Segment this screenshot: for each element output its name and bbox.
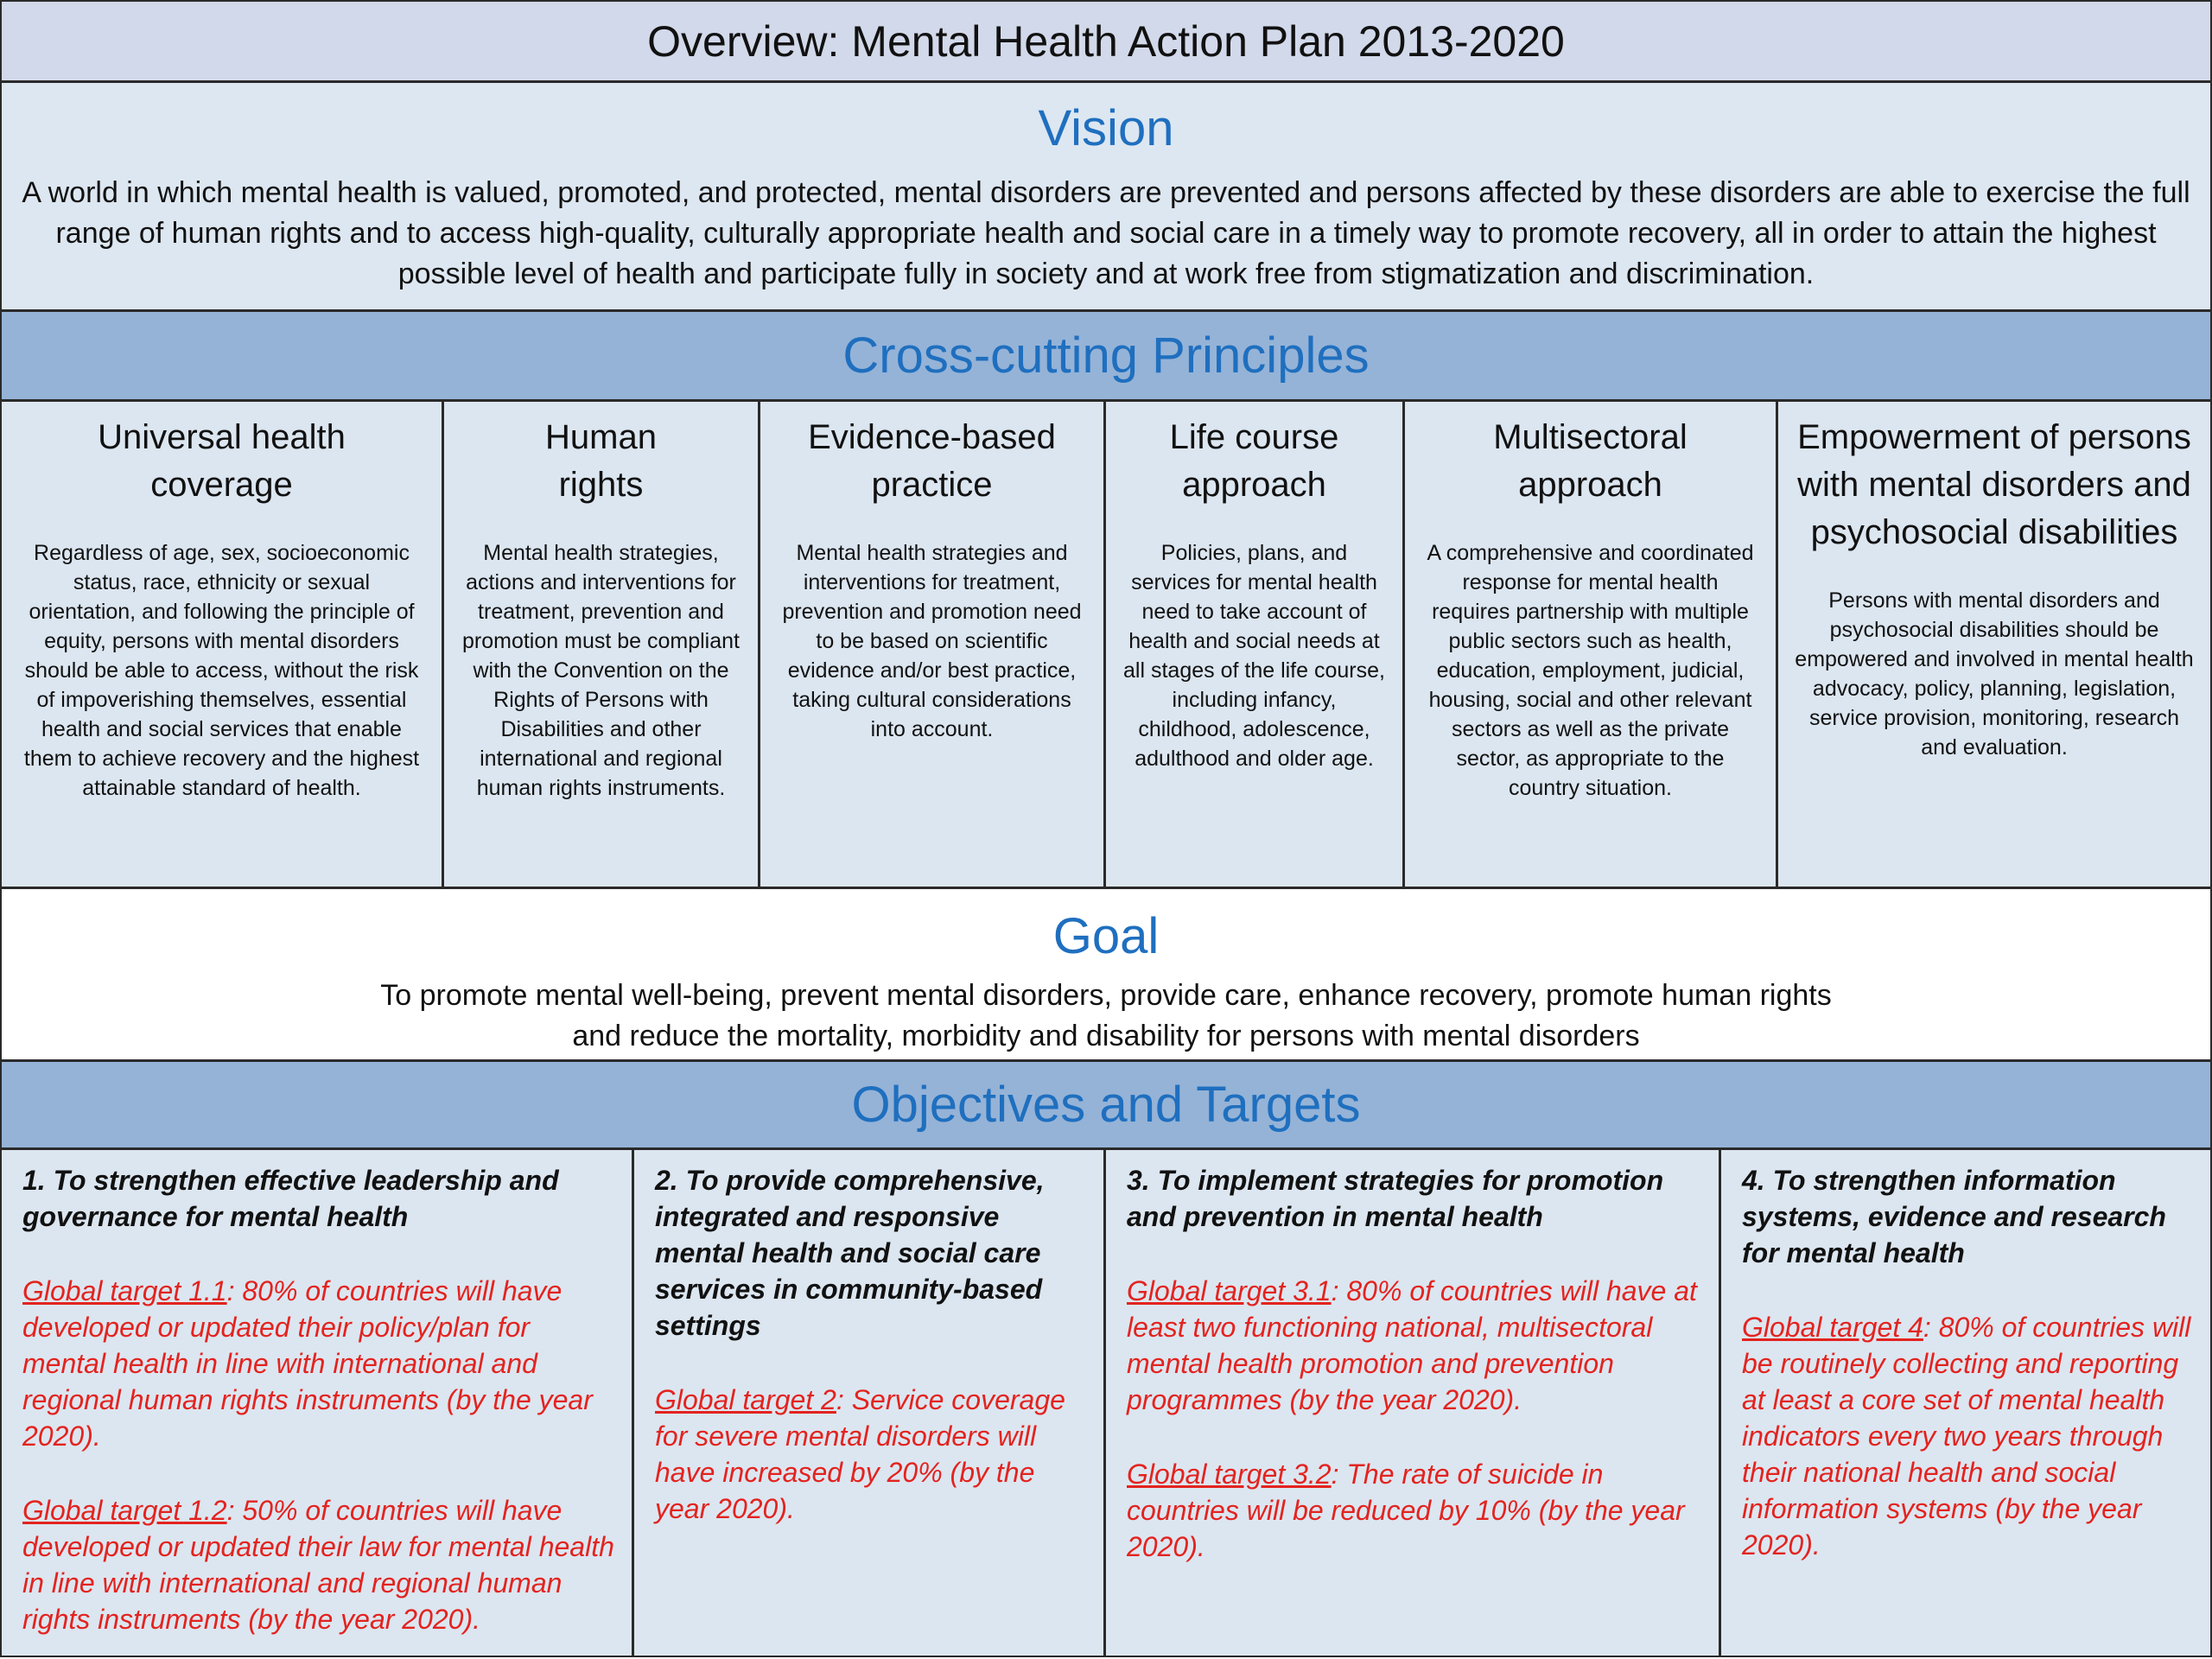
target-name: Global target 4 xyxy=(1742,1312,1923,1343)
target-text: : 80% of countries will have developed or updated their policy/plan for mental health in line with international and regional human rights instruments (by the year 2020). xyxy=(22,1275,593,1452)
target-text: : The rate of suicide in countries will be reduced by 10% (by the year 2020). xyxy=(1127,1459,1685,1562)
target-name: Global target 1.2 xyxy=(22,1495,227,1526)
target-name: Global target 3.1 xyxy=(1127,1275,1332,1306)
global-target-3-2 xyxy=(1127,1456,1703,1565)
global-target-2 xyxy=(655,1382,1088,1527)
global-target-1-2 xyxy=(22,1492,616,1637)
target-name: Global target 1.1 xyxy=(22,1275,227,1306)
target-text: : Service coverage for severe mental disorders will have increased by 20% (by the year 2020). xyxy=(655,1384,1065,1524)
objective-3 xyxy=(1106,1150,1721,1656)
objective-title: 2. To provide comprehensive, integrated and responsive mental health and social care services in community-based settings xyxy=(655,1165,1045,1341)
principles-row xyxy=(2,402,2210,889)
principles-heading: Cross-cutting Principles xyxy=(842,327,1370,384)
title-bar xyxy=(2,2,2210,83)
target-text: : 50% of countries will have developed or updated their law for mental health in line with international and regional human rights instruments (by the year 2020). xyxy=(22,1495,614,1635)
principles-header xyxy=(2,312,2210,402)
principle-description: Regardless of age, sex, socioeconomic status, race, ethnicity or sexual orientation, and following the principle of equity, persons with mental disorders should be able to access, without the risk of impoverishing themselves, essential health and social services that enable them to achieve recovery and the highest attainable standard of health. xyxy=(23,541,420,800)
principle-description: Policies, plans, and services for mental health need to take account of health and social needs at all stages of the life course, including infancy, childhood, adolescence, adulthood and older age. xyxy=(1123,541,1385,771)
target-name: Global target 3.2 xyxy=(1127,1459,1332,1490)
principle-title: Evidence-based practice xyxy=(808,418,1056,504)
vision-text: A world in which mental health is valued, promoted, and protected, mental disorders are prevented and persons affected by these disorders are able to exercise the full range of human rights and to access high-quality, culturally appropriate health and social care in a timely way to promote recovery, all in order to attain the highest possible level of health and participate fully in society and at work free from stigmatization and discrimination. xyxy=(22,176,2190,290)
global-target-1-1 xyxy=(22,1273,616,1454)
goal-text xyxy=(2,976,2210,1057)
vision-heading: Vision xyxy=(1038,100,1174,156)
objective-1 xyxy=(2,1150,634,1656)
principle-description: Persons with mental disorders and psychosocial disabilities should be empowered and involved in mental health advocacy, policy, planning, legislation, service provision, monitoring, research and evaluation. xyxy=(1795,588,2194,760)
objectives-row xyxy=(2,1150,2210,1656)
goal-heading: Goal xyxy=(1052,908,1160,964)
goal-line-2: and reduce the mortality, morbidity and disability for persons with mental disorders xyxy=(572,1020,1640,1052)
target-text: : 80% of countries will have at least two functioning national, multisectoral mental health promotion and prevention programmes (by the year 2020). xyxy=(1127,1275,1697,1415)
principle-description: Mental health strategies, actions and interventions for treatment, prevention and promotion must be compliant with the Convention on the Rights of Persons with Disabilities and other international and regional human rights instruments. xyxy=(462,541,740,800)
principle-title: Life course approach xyxy=(1169,418,1339,504)
goal-section xyxy=(2,889,2210,1062)
principle-title: Human rights xyxy=(545,418,657,504)
principle-life-course-approach xyxy=(1106,402,1405,889)
principle-evidence-based-practice xyxy=(760,402,1106,889)
principle-title: Universal health coverage xyxy=(98,418,346,504)
principle-description: A comprehensive and coordinated response for mental health requires partnership with multiple public sectors such as health, education, employment, judicial, housing, social and other relevant sectors as well as the private sector, as appropriate to the country situation. xyxy=(1427,541,1754,800)
global-target-3-1 xyxy=(1127,1273,1703,1418)
page-title: Overview: Mental Health Action Plan 2013-2020 xyxy=(647,16,1565,66)
principle-human-rights xyxy=(444,402,760,889)
objective-2 xyxy=(634,1150,1106,1656)
objective-title: 3. To implement strategies for promotion and prevention in mental health xyxy=(1127,1165,1664,1232)
principle-universal-health-coverage xyxy=(2,402,444,889)
principle-title: Multisectoral approach xyxy=(1493,418,1688,504)
principle-title: Empowerment of persons with mental disorders and psychosocial disabilities xyxy=(1797,418,2191,551)
objective-4 xyxy=(1721,1150,2210,1656)
principle-multisectoral-approach xyxy=(1405,402,1778,889)
target-text: : 80% of countries will be routinely collecting and reporting at least a core set of mental health indicators every two years through their national health and social information systems (by the year 2020). xyxy=(1742,1312,2191,1560)
objectives-heading: Objectives and Targets xyxy=(851,1076,1361,1133)
principle-empowerment xyxy=(1778,402,2210,889)
objectives-header xyxy=(2,1062,2210,1150)
global-target-4 xyxy=(1742,1309,2195,1563)
target-name: Global target 2 xyxy=(655,1384,836,1415)
objective-title: 1. To strengthen effective leadership and governance for mental health xyxy=(22,1165,559,1232)
objective-title: 4. To strengthen information systems, evidence and research for mental health xyxy=(1742,1165,2166,1268)
principle-description: Mental health strategies and interventions for treatment, prevention and promotion need to be based on scientific evidence and/or best practice, taking cultural considerations into account. xyxy=(782,541,1082,741)
goal-line-1: To promote mental well-being, prevent mental disorders, provide care, enhance recovery, promote human rights xyxy=(380,979,1832,1012)
vision-section xyxy=(2,83,2210,312)
